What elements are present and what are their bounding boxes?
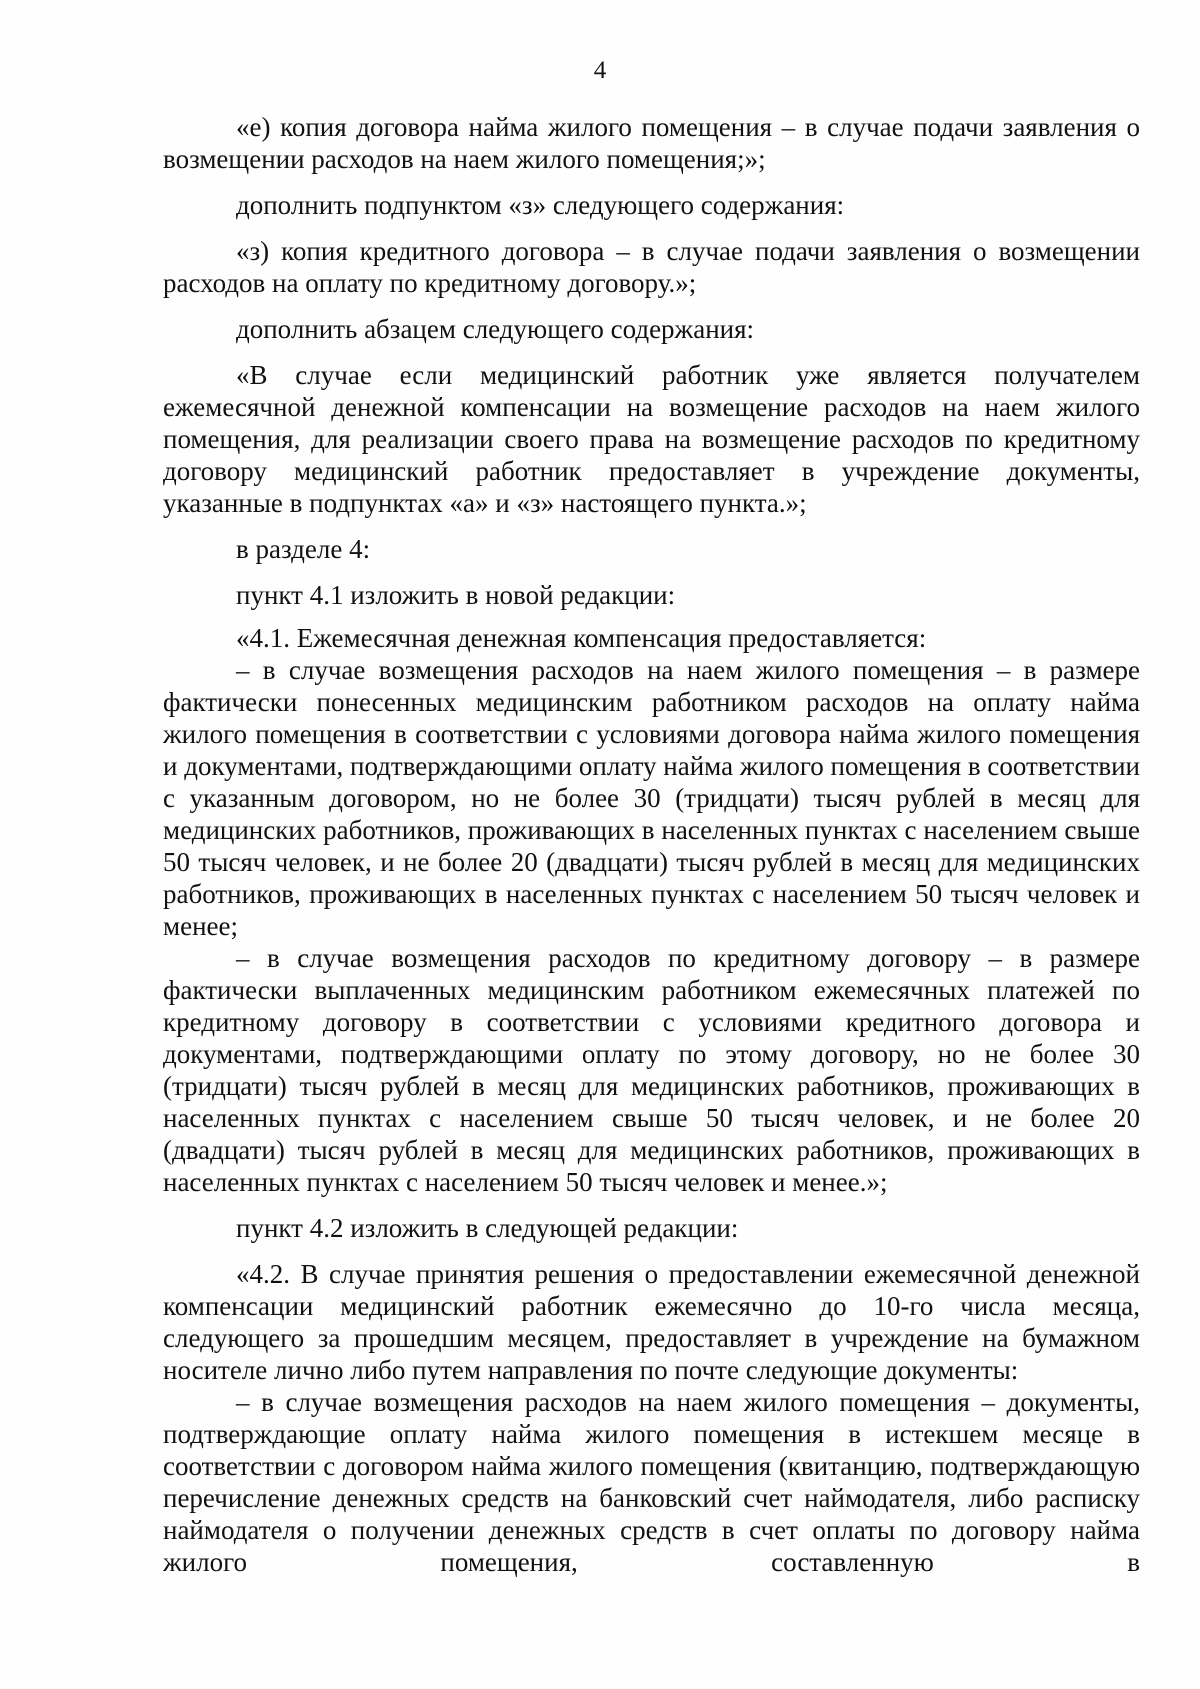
paragraph-add-clause: дополнить абзацем следующего содержания:	[236, 314, 755, 344]
paragraph-recipient-case: «В случае если медицинский работник уже является получателем ежемесячной денежной компенсации на возмещение расходов на наем жилого помещения, для реализации своего права на возмещение расходов по кредитному договору медицинский работник предоставляет в учреждение документы, указанные в подпунктах «а» и «з» настоящего пункта.»;	[163, 360, 1140, 518]
paragraph-rent-compensation: – в случае возмещения расходов на наем жилого помещения – в размере фактически понесенных медицинским работником расходов на оплату найма жилого помещения в соответствии с условиями договора найма жилого помещения и документами, подтверждающими оплату найма жилого помещения в соответствии с указанным договором, но не более 30 (тридцати) тысяч рублей в месяц для медицинских работников, проживающих в населенных пунктах с населением свыше 50 тысяч человек, и не более 20 (двадцати) тысяч рублей в месяц для медицинских работников, проживающих в населенных пунктах с населением 50 тысяч человек и менее;	[163, 655, 1140, 941]
paragraph-add-subitem-z: дополнить подпунктом «з» следующего содержания:	[236, 190, 845, 220]
paragraph-item-4-1-intro: пункт 4.1 изложить в новой редакции:	[236, 580, 676, 610]
paragraph-rent-documents: – в случае возмещения расходов на наем жилого помещения – документы, подтверждающие оплату найма жилого помещения в истекшем месяце в соответствии с договором найма жилого помещения (квитанцию, подтверждающую перечисление денежных средств на банковский счет наймодателя, либо расписку наймодателя о получении денежных средств в счет оплаты по договору найма жилого помещения, составленную в	[163, 1387, 1140, 1577]
document-body	[163, 111, 1140, 1578]
paragraph-item-e: «е) копия договора найма жилого помещения – в случае подачи заявления о возмещении расходов на наем жилого помещения;»;	[163, 112, 1140, 174]
paragraph-item-z: «з) копия кредитного договора – в случае подачи заявления о возмещении расходов на оплату по кредитному договору.»;	[163, 236, 1140, 298]
paragraph-item-4-1: «4.1. Ежемесячная денежная компенсация предоставляется:	[236, 623, 927, 653]
paragraph-item-4-2-intro: пункт 4.2 изложить в следующей редакции:	[236, 1213, 739, 1243]
paragraph-credit-compensation: – в случае возмещения расходов по кредитному договору – в размере фактически выплаченных медицинским работником ежемесячных платежей по кредитному договору в соответствии с условиями кредитного договора и документами, подтверждающими оплату по этому договору, но не более 30 (тридцати) тысяч рублей в месяц для медицинских работников, проживающих в населенных пунктах с населением свыше 50 тысяч человек, и не более 20 (двадцати) тысяч рублей в месяц для медицинских работников, проживающих в населенных пунктах с населением 50 тысяч человек и менее.»;	[163, 943, 1140, 1197]
paragraph-item-4-2: «4.2. В случае принятия решения о предоставлении ежемесячной денежной компенсации медицинский работник ежемесячно до 10-го числа месяца, следующего за прошедшим месяцем, предоставляет в учреждение на бумажном носителе лично либо путем направления по почте следующие документы:	[163, 1259, 1140, 1385]
page-number: 4	[593, 57, 607, 84]
paragraph-section-4: в разделе 4:	[236, 534, 371, 564]
